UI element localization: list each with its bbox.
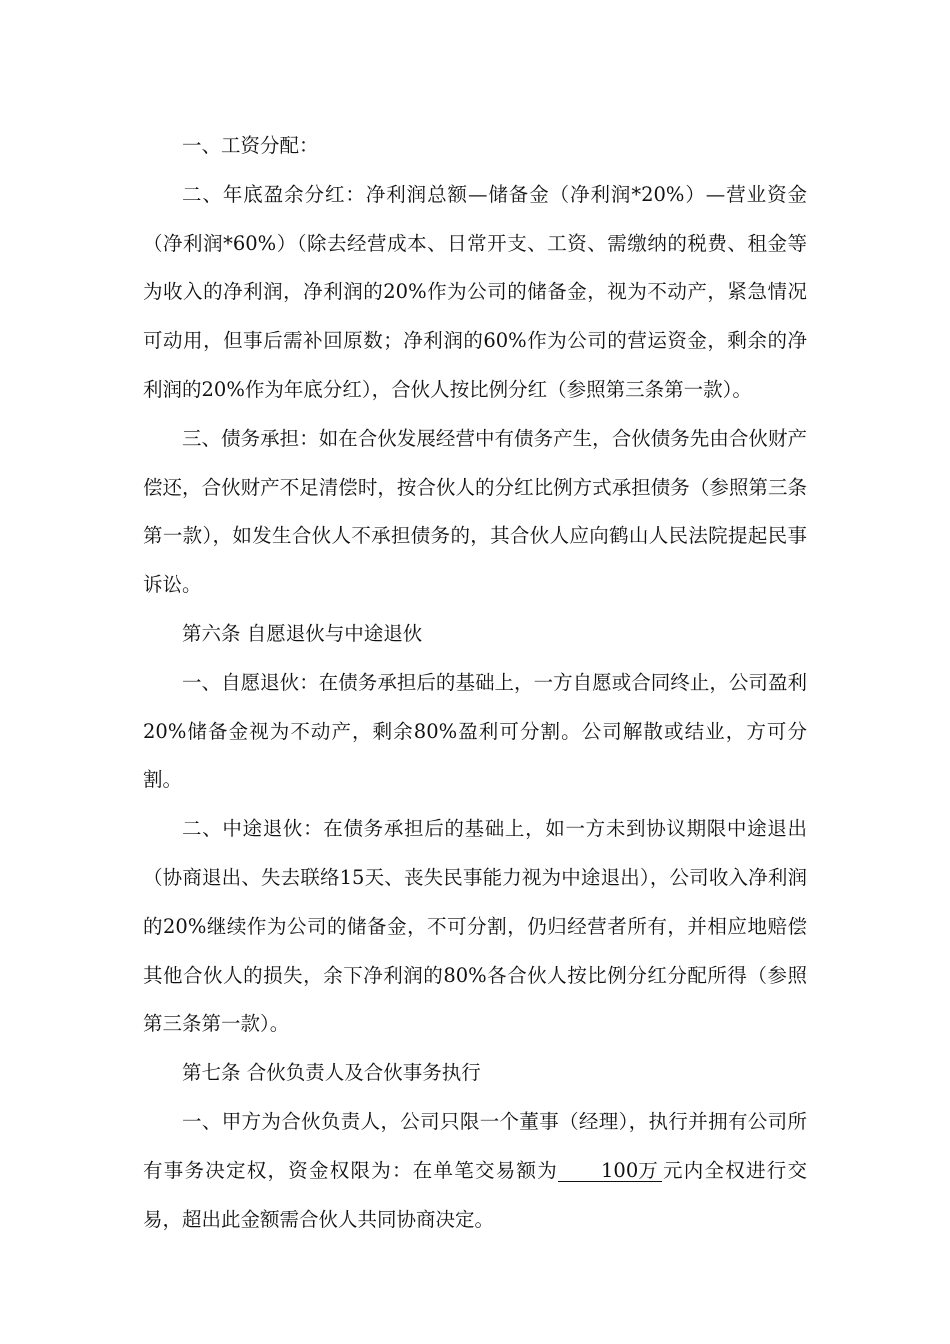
- paragraph-voluntary-withdrawal: 一、自愿退伙：在债务承担后的基础上，一方自愿或合同终止，公司盈利20%储备金视为不动产，剩余80%盈利可分割。公司解散或结业，方可分割。: [143, 670, 807, 792]
- paragraph-debt-bearing: 三、债务承担：如在合伙发展经营中有债务产生，合伙债务先由合伙财产偿还，合伙财产不足清偿时，按合伙人的分红比例方式承担债务（参照第三条第一款），如发生合伙人不承担债务的，其合伙人应向鹤山人民法院提起民事诉讼。: [143, 426, 807, 597]
- paragraph-wage-distribution: 一、工资分配：: [182, 134, 319, 157]
- article-7-heading: 第七条 合伙负责人及合伙事务执行: [182, 1061, 481, 1085]
- article-6-heading: 第六条 自愿退伙与中途退伙: [182, 621, 423, 645]
- paragraph-partnership-leader: [143, 1098, 807, 1244]
- document-body: [143, 122, 807, 1244]
- paragraph-year-end-dividend: 二、年底盈余分红：净利润总额—储备金（净利润*20%）—营业资金（净利润*60%）（除去经营成本、日常开支、工资、需缴纳的税费、租金等为收入的净利润，净利润的20%作为公司的储备金，视为不动产，紧急情况可动用，但事后需补回原数；净利润的60%作为公司的营运资金，剩余的净利润的20%作为年底分红），合伙人按比例分红（参照第三条第一款）。: [143, 182, 807, 401]
- paragraph-midway-withdrawal: 二、中途退伙：在债务承担后的基础上，如一方未到协议期限中途退出（协商退出、失去联络15天、丧失民事能力视为中途退出），公司收入净利润的20%继续作为公司的储备金，不可分割，仍归经营者所有，并相应地赔偿其他合伙人的损失，余下净利润的80%各合伙人按比例分红分配所得（参照第三条第一款）。: [143, 817, 807, 1036]
- leader-text-before: 一、甲方为合伙负责人，公司只限一个董事（经理），执行并拥有公司所有事务决定权，资金权限为：在单笔交易额为: [143, 1109, 807, 1182]
- transaction-limit-amount: 100万: [558, 1161, 662, 1182]
- leader-text-after: 元内全权进行交易，超出此金额需合伙人共同协商决定。: [143, 1158, 807, 1231]
